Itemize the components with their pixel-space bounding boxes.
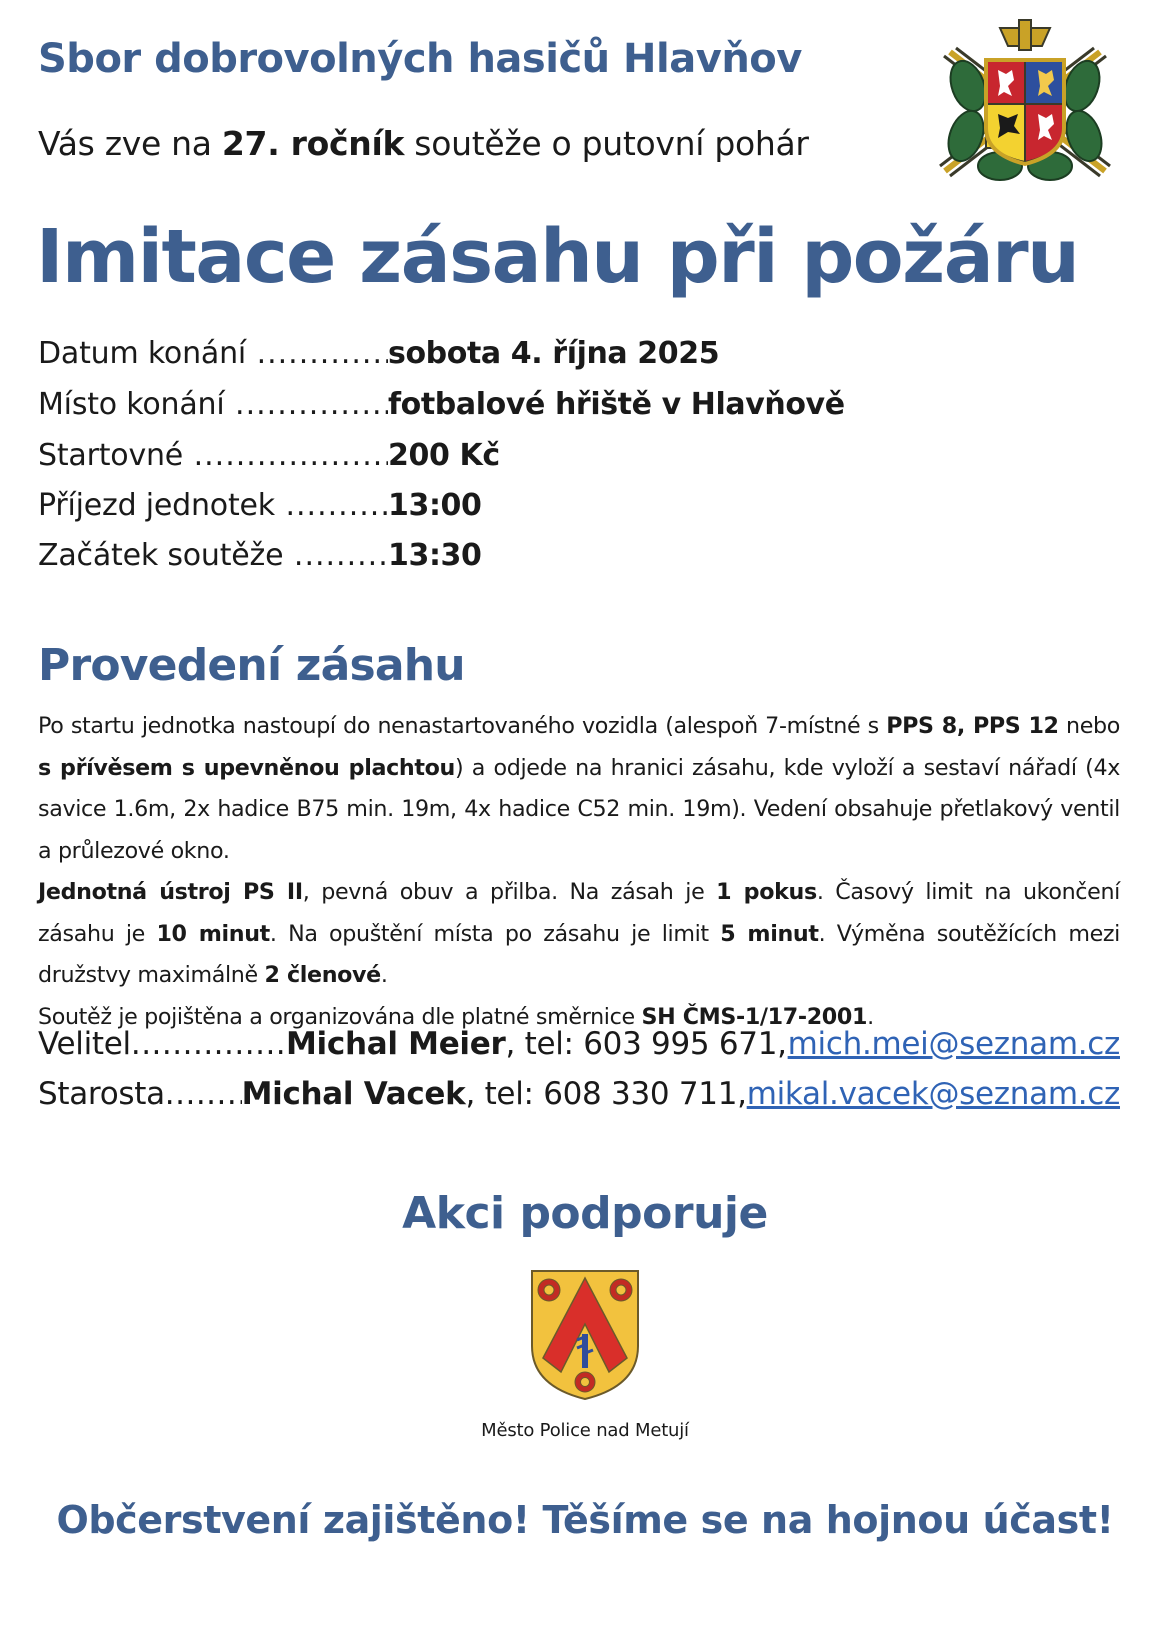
event-title: Imitace zásahu při požáru [36,214,1079,300]
organization-name: Sbor dobrovolných hasičů Hlavňov [38,36,802,82]
town-coat-of-arms-icon [529,1268,641,1402]
contact-chairman: Starosta ..... Michal Vacek , tel: 608 330 711, mikal.vacek@seznam.cz [38,1076,1120,1120]
info-row-start: Začátek soutěže ..... 13:30 [38,538,482,578]
email-link[interactable]: mikal.vacek@seznam.cz [746,1076,1120,1112]
info-row-date: Datum konání ..... sobota 4. října 2025 [38,336,719,376]
contact-name: Michal Meier [286,1026,506,1062]
contact-commander: Velitel ..... Michal Meier , tel: 603 995 671, mich.mei@seznam.cz [38,1026,1120,1070]
invitation-line: Vás zve na 27. ročník soutěže o putovní pohár [38,124,809,163]
info-row-arrival: Příjezd jednotek ..... 13:00 [38,488,482,528]
rules-text [38,706,1120,1038]
contact-name: Michal Vacek [241,1076,466,1112]
info-row-venue: Místo konání ..... fotbalové hřiště v Hlavňově [38,387,845,427]
section-title: Provedení zásahu [38,640,465,691]
town-name: Město Police nad Metují [481,1420,689,1441]
email-link[interactable]: mich.mei@seznam.cz [787,1026,1120,1062]
info-row-fee: Startovné ..... 200 Kč [38,438,500,478]
footer-message: Občerstvení zajištěno! Těšíme se na hojnou účast! [56,1498,1114,1542]
rules-paragraph-1: Po startu jednotka nastoupí do nenastartovaného vozidla (alespoň 7-místné s PPS 8, PPS 12 nebo s přívěsem s upevněnou plachtou) a odjede na hranici zásahu, kde vyloží a sestaví nářadí (4x savice 1.6m, 2x hadice B75 min. 19m, 4x hadice C52 min. 19m). Vedení obsahuje přetlakový ventil a průlezové okno. [38,713,1120,864]
support-title: Akci podporuje [402,1188,768,1239]
fire-brigade-emblem-icon [930,16,1120,192]
rules-paragraph-3: Soutěž je pojištěna a organizována dle platné směrnice SH ČMS-1/17-2001. [38,1003,874,1030]
rules-paragraph-2: Jednotná ústroj PS II, pevná obuv a přilba. Na zásah je 1 pokus. Časový limit na ukončení zásahu je 10 minut. Na opuštění místa po zásahu je limit 5 minut. Výměna soutěžících mezi družstvy maximálně 2 členové. [38,879,1121,988]
